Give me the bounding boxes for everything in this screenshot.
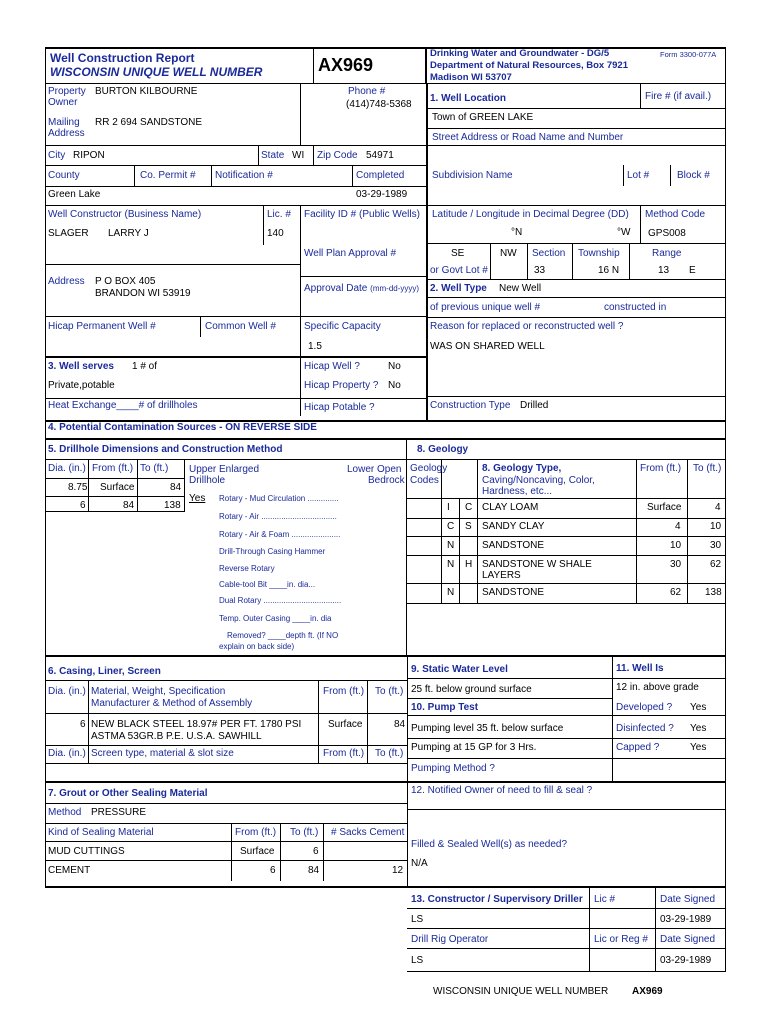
casing-dia-label: Dia. (in.) — [48, 686, 86, 697]
drillhole-row-1-to: 84 — [170, 482, 182, 493]
upper-enlarged-label-2: Drillhole — [189, 475, 226, 486]
casing-title: 6. Casing, Liner, Screen — [48, 666, 161, 677]
rule — [427, 279, 725, 280]
casing-material-2: ASTMA 53GR.B P.E. U.S.A. SAWHILL — [91, 731, 262, 742]
rule — [407, 536, 726, 537]
rig-operator-value: LS — [411, 955, 424, 966]
drillhole-row-2-dia: 6 — [80, 500, 86, 511]
constructor-signature-value: LS — [411, 914, 424, 925]
facility-id-label: Facility ID # (Public Wells) — [304, 209, 420, 220]
geology-row-2-code1: C — [447, 521, 455, 532]
approval-date-format: (mm-dd-yyyy) — [370, 284, 420, 293]
rule — [407, 783, 408, 888]
completed-label: Completed — [356, 170, 405, 181]
geology-row-4-from: 30 — [670, 559, 682, 570]
rule — [45, 145, 426, 146]
rule — [45, 459, 726, 460]
well-serves-title: 3. Well serves — [48, 361, 114, 372]
rule — [352, 165, 353, 186]
rule — [313, 145, 314, 166]
rule — [655, 888, 656, 972]
rule — [406, 440, 407, 655]
rule — [407, 715, 726, 716]
pumping-level: Pumping level 35 ft. below surface — [411, 723, 564, 734]
rule — [45, 205, 426, 206]
phone-label: Phone # — [348, 86, 386, 97]
rule — [45, 316, 426, 317]
heat-exchange-label: Heat Exchange____# of drillholes — [48, 400, 198, 411]
construction-type-label: Construction Type — [430, 400, 511, 411]
well-plan-label: Well Plan Approval # — [304, 248, 397, 259]
range-direction: E — [689, 265, 696, 276]
geology-row-4-code2: H — [465, 559, 473, 570]
filled-sealed-value: N/A — [411, 858, 428, 869]
drillhole-to-label: To (ft.) — [140, 463, 169, 474]
rule — [45, 803, 407, 804]
sacks-cement-label: # Sacks Cement — [331, 827, 405, 838]
rule — [407, 603, 726, 604]
static-water-value: 25 ft. below ground surface — [411, 684, 532, 695]
casing-dia-value: 6 — [80, 719, 86, 730]
rule — [427, 145, 725, 146]
geology-type-label-2: Caving/Noncaving, Color, — [482, 475, 595, 486]
geology-row-1-from: Surface — [647, 502, 682, 513]
developed-value: Yes — [690, 702, 707, 713]
method-code-label: Method Code — [645, 209, 706, 220]
city-value: RIPON — [73, 150, 105, 161]
rule — [427, 128, 725, 129]
rule — [407, 657, 408, 782]
drillhole-row-2-to: 138 — [164, 500, 181, 511]
street-address-label: Street Address or Road Name and Number — [432, 132, 624, 143]
geology-row-2-from: 4 — [675, 521, 681, 532]
rule — [407, 971, 726, 972]
above-grade-value: 12 in. above grade — [616, 682, 699, 693]
state-label: State — [261, 150, 285, 161]
casing-to-value: 84 — [394, 719, 406, 730]
geology-row-1-code1: I — [447, 502, 450, 513]
rule — [45, 438, 726, 440]
geology-row-3-from: 10 — [670, 540, 682, 551]
range-value: 13 — [658, 265, 670, 276]
footer-label: WISCONSIN UNIQUE WELL NUMBER — [433, 986, 609, 997]
approval-date-label — [304, 284, 419, 294]
well-type-title: 2. Well Type — [430, 283, 487, 294]
form-number: Form 3300-077A — [660, 50, 717, 59]
town-value: Town of GREEN LAKE — [432, 112, 534, 123]
header-split — [425, 47, 427, 84]
disinfected-value: Yes — [690, 723, 707, 734]
rig-date-label: Date Signed — [660, 934, 716, 945]
township-value: 16 N — [598, 265, 620, 276]
screen-to-label: To (ft.) — [375, 748, 404, 759]
grout-to-label: To (ft.) — [290, 827, 319, 838]
rule — [45, 745, 407, 746]
mid-split-top — [426, 84, 428, 422]
method-dual-rotary: Dual Rotary ................................... — [219, 596, 342, 605]
hicap-property-label: Hicap Property ? — [304, 380, 379, 391]
rule — [300, 84, 301, 146]
co-permit-label: Co. Permit # — [140, 170, 196, 181]
drillhole-from-label: From (ft.) — [92, 463, 134, 474]
geology-row-1-desc: CLAY LOAM — [482, 502, 539, 513]
agency-line-1: Drinking Water and Groundwater - DG/5 — [430, 48, 610, 59]
rule — [572, 243, 573, 279]
lower-open-label-2: Bedrock — [368, 475, 405, 486]
rule — [45, 713, 407, 714]
zip-value: 54971 — [366, 150, 394, 161]
rule — [88, 459, 89, 511]
subdivision-label: Subdivision Name — [432, 170, 513, 181]
capped-value: Yes — [690, 742, 707, 753]
geology-row-4-desc2: LAYERS — [482, 570, 521, 581]
rule — [441, 459, 442, 604]
well-type-value: New Well — [499, 283, 542, 294]
township-label: Township — [578, 248, 620, 259]
rule — [427, 396, 725, 397]
county-value: Green Lake — [48, 189, 101, 200]
rule — [45, 860, 407, 861]
rule — [407, 518, 726, 519]
grout-row-2-sacks: 12 — [392, 865, 404, 876]
rule — [407, 948, 726, 949]
approval-date-text: Approval Date — [304, 283, 368, 294]
constructor-address-1: P O BOX 405 — [95, 276, 156, 287]
rule — [318, 680, 319, 764]
rule — [407, 758, 726, 759]
construction-type-value: Drilled — [520, 400, 549, 411]
lower-open-label-1: Lower Open — [347, 464, 402, 475]
report-title: Well Construction Report — [50, 51, 195, 65]
rule — [45, 165, 426, 166]
mailing-label: Mailing — [48, 117, 80, 128]
rule — [640, 84, 641, 109]
rule — [407, 738, 726, 739]
section-label: Section — [532, 248, 566, 259]
grout-row-2-from: 6 — [270, 865, 276, 876]
city-label: City — [48, 150, 66, 161]
geology-row-5-from: 62 — [670, 587, 682, 598]
geology-codes-label-2: Codes — [410, 475, 439, 486]
block-label: Block # — [677, 170, 710, 181]
method-rotary-air: Rotary - Air .................................. — [219, 512, 337, 521]
grout-row-1-to: 6 — [313, 846, 319, 857]
rule — [407, 498, 726, 499]
well-number: AX969 — [318, 55, 374, 75]
rule — [527, 243, 528, 279]
reason-label: Reason for replaced or reconstructed well ? — [430, 321, 624, 332]
rule — [636, 459, 637, 604]
property-label: Property — [48, 86, 86, 97]
grout-from-label: From (ft.) — [235, 827, 277, 838]
geology-type-label-bold: 8. Geology Type, — [482, 463, 562, 474]
signature-lic-label: Lic # — [594, 894, 616, 905]
geology-type-label-1 — [482, 464, 561, 474]
rule — [45, 823, 407, 824]
notification-label: Notification # — [215, 170, 273, 181]
geology-row-5-desc: SANDSTONE — [482, 587, 545, 598]
pumping-rate: Pumping at 15 GP for 3 Hrs. — [411, 742, 537, 753]
static-water-title: 9. Static Water Level — [411, 664, 508, 675]
geology-row-4-desc: SANDSTONE W SHALE — [482, 559, 592, 570]
report-subtitle: WISCONSIN UNIQUE WELL NUMBER — [50, 65, 263, 79]
rule — [45, 356, 426, 358]
fire-number-label: Fire # (if avail.) — [645, 91, 712, 102]
lic-label: Lic. # — [267, 209, 291, 220]
capped-label: Capped ? — [616, 742, 660, 753]
filled-sealed-label: Filled & Sealed Well(s) as needed? — [411, 839, 568, 850]
rule — [45, 886, 726, 888]
constructor-signature-label — [411, 895, 583, 905]
rule — [407, 583, 726, 584]
casing-material-label-2: Manufacturer & Method of Assembly — [91, 698, 253, 709]
grout-row-1-kind: MUD CUTTINGS — [48, 846, 125, 857]
sealing-kind-label: Kind of Sealing Material — [48, 827, 154, 838]
rule — [427, 205, 725, 206]
rule — [258, 145, 259, 166]
latlon-label: Latitude / Longitude in Decimal Degree (DD) — [432, 209, 629, 220]
pumping-method-label: Pumping Method ? — [411, 763, 495, 774]
notified-owner-label: 12. Notified Owner of need to fill & seal ? — [411, 785, 593, 796]
rule — [670, 165, 671, 186]
specific-capacity-value: 1.5 — [308, 341, 322, 352]
business-name-label: Well Constructor (Business Name) — [48, 209, 202, 220]
rule — [263, 205, 264, 245]
casing-to-label: To (ft.) — [375, 686, 404, 697]
rule — [280, 823, 281, 881]
removed-label-2: explain on back side) — [219, 642, 295, 651]
rule — [612, 657, 613, 782]
rule — [623, 165, 624, 186]
owner-label: Owner — [48, 97, 78, 108]
removed-label-1: Removed? ____depth ft. (If NO — [227, 631, 339, 640]
casing-material-label-1: Material, Weight, Specification — [91, 686, 226, 697]
geology-row-2-desc: SANDY CLAY — [482, 521, 545, 532]
rule — [367, 680, 368, 764]
rule — [427, 243, 725, 244]
rule — [45, 264, 300, 265]
rig-date-value: 03-29-1989 — [660, 955, 712, 966]
screen-dia-label: Dia. (in.) — [48, 748, 86, 759]
right-border — [725, 47, 726, 972]
specific-capacity-label: Specific Capacity — [304, 321, 381, 332]
grout-title: 7. Grout or Other Sealing Material — [48, 788, 208, 799]
constructor-date-value: 03-29-1989 — [660, 914, 712, 925]
business-name-1: SLAGER — [48, 228, 89, 239]
rule — [200, 316, 201, 337]
rule — [45, 496, 185, 497]
contamination-title: 4. Potential Contamination Sources - ON REVERSE SIDE — [48, 422, 317, 433]
drillhole-dia-label: Dia. (in.) — [48, 463, 86, 474]
rule — [407, 555, 726, 556]
rule — [629, 243, 630, 279]
geology-row-2-code2: S — [465, 521, 472, 532]
geology-row-4-code1: N — [447, 559, 455, 570]
rig-operator-label: Drill Rig Operator — [411, 934, 489, 945]
method-reverse-rotary: Reverse Rotary — [219, 564, 275, 573]
rule — [300, 276, 426, 277]
zip-label: Zip Code — [317, 150, 358, 161]
county-label: County — [48, 170, 80, 181]
property-owner-value: BURTON KILBOURNE — [95, 86, 198, 97]
latitude-unit: °N — [511, 227, 523, 238]
geology-row-3-to: 30 — [710, 540, 722, 551]
rule — [407, 908, 726, 909]
rule — [427, 297, 725, 298]
method-rotary-air-foam: Rotary - Air & Foam ...................... — [219, 530, 341, 539]
rule — [45, 478, 185, 479]
rule — [45, 763, 407, 764]
constructor-signature-title: 13. Constructor / Supervisory Driller — [411, 894, 583, 905]
grout-method-value: PRESSURE — [91, 807, 147, 818]
casing-material-1: NEW BLACK STEEL 18.97# PER FT. 1780 PSI — [91, 719, 302, 730]
completed-value: 03-29-1989 — [356, 189, 408, 200]
casing-from-value: Surface — [328, 719, 363, 730]
rule — [45, 680, 407, 681]
rule — [45, 186, 426, 187]
rule — [45, 655, 726, 657]
screen-from-label: From (ft.) — [323, 748, 365, 759]
developed-label: Developed ? — [616, 702, 673, 713]
rule — [407, 928, 726, 929]
rule — [45, 398, 426, 399]
geology-to-label: To (ft.) — [693, 463, 722, 474]
govt-lot-label: or Govt Lot # — [430, 265, 488, 276]
hicap-well-value: No — [388, 361, 401, 372]
rule — [640, 205, 641, 243]
hicap-well-label: Hicap Well ? — [304, 361, 360, 372]
geology-type-label-3: Hardness, etc... — [482, 486, 553, 497]
business-name-2: LARRY J — [108, 228, 149, 239]
method-code-value: GPS008 — [648, 228, 686, 239]
well-serves-count: 1 # of — [132, 361, 158, 372]
rule — [231, 823, 232, 881]
quarter-2: NW — [500, 248, 517, 259]
rule — [687, 459, 688, 604]
geology-codes-label-1: Geology — [410, 463, 448, 474]
previous-well-label: of previous unique well # — [430, 302, 541, 313]
phone-value: (414)748-5368 — [346, 99, 412, 110]
rule — [45, 841, 407, 842]
agency-line-2: Department of Natural Resources, Box 7921 — [430, 60, 628, 71]
well-is-title: 11. Well Is — [616, 663, 664, 674]
quarter-1: SE — [451, 248, 465, 259]
geology-row-5-code1: N — [447, 587, 455, 598]
left-border — [45, 47, 46, 887]
hicap-potable-label: Hicap Potable ? — [304, 402, 375, 413]
geology-row-1-to: 4 — [715, 502, 721, 513]
rule — [45, 511, 185, 512]
mailing-address-label: Address — [48, 128, 85, 139]
rule — [407, 809, 726, 810]
well-location-title: 1. Well Location — [430, 93, 506, 104]
signature-date-label: Date Signed — [660, 894, 716, 905]
rule — [184, 459, 185, 511]
footer-well-number: AX969 — [632, 986, 663, 997]
common-well-label: Common Well # — [205, 321, 276, 332]
mailing-address-value: RR 2 694 SANDSTONE — [95, 117, 203, 128]
geology-row-2-to: 10 — [710, 521, 722, 532]
agency-line-3: Madison WI 53707 — [430, 72, 512, 83]
disinfected-label: Disinfected ? — [616, 723, 674, 734]
rule — [88, 680, 89, 764]
rule — [427, 317, 725, 318]
drillhole-title: 5. Drillhole Dimensions and Construction Method — [48, 444, 283, 455]
header-divider — [45, 83, 726, 84]
geology-from-label: From (ft.) — [640, 463, 682, 474]
grout-row-2-kind: CEMENT — [48, 865, 91, 876]
rule — [407, 678, 726, 679]
rule — [300, 205, 301, 416]
geology-row-3-code1: N — [447, 540, 455, 551]
longitude-unit: °W — [617, 227, 631, 238]
pump-test-title: 10. Pump Test — [411, 702, 479, 713]
lot-label: Lot # — [627, 170, 650, 181]
method-rotary-mud: Rotary - Mud Circulation .............. — [219, 494, 339, 503]
method-drill-through: Drill-Through Casing Hammer — [219, 547, 326, 556]
rule — [211, 165, 212, 186]
geology-row-1-code2: C — [465, 502, 473, 513]
method-temp-casing: Temp. Outer Casing ____in. dia — [219, 614, 332, 623]
rule — [459, 498, 460, 604]
rule — [589, 888, 590, 972]
rule — [427, 108, 725, 109]
rig-lic-label: Lic or Reg # — [594, 934, 648, 945]
rule — [407, 698, 612, 699]
top-border — [45, 47, 726, 49]
constructor-address-2: BRANDON WI 53919 — [95, 288, 191, 299]
rule — [490, 243, 491, 279]
drillhole-row-2-from: 84 — [123, 500, 135, 511]
hicap-permanent-label: Hicap Permanent Well # — [48, 321, 156, 332]
grout-row-1-from: Surface — [240, 846, 275, 857]
drillhole-row-1-dia: 8.75 — [68, 482, 88, 493]
grout-row-2-to: 84 — [308, 865, 320, 876]
rule — [134, 165, 135, 186]
rule — [45, 781, 726, 783]
range-label: Range — [652, 248, 682, 259]
geology-title: 8. Geology — [417, 444, 469, 455]
geology-row-4-to: 62 — [710, 559, 722, 570]
screen-type-label: Screen type, material & slot size — [91, 748, 234, 759]
geology-row-5-to: 138 — [705, 587, 722, 598]
casing-from-label: From (ft.) — [323, 686, 365, 697]
geology-row-3-desc: SANDSTONE — [482, 540, 545, 551]
state-value: WI — [292, 150, 305, 161]
hicap-property-value: No — [388, 380, 401, 391]
rule — [137, 459, 138, 511]
method-cable-tool: Cable-tool Bit ____in. dia... — [219, 580, 316, 589]
drillhole-row-1-from: Surface — [100, 482, 135, 493]
upper-enlarged-label-1: Upper Enlarged — [189, 464, 260, 475]
lic-value: 140 — [267, 228, 284, 239]
well-serves-use: Private,potable — [48, 380, 115, 391]
rule — [477, 459, 478, 604]
constructor-address-label: Address — [48, 276, 85, 287]
reason-value: WAS ON SHARED WELL — [430, 341, 545, 352]
grout-method-label: Method — [48, 807, 82, 818]
rule — [323, 823, 324, 881]
rotary-mud-yes: Yes — [189, 493, 206, 504]
wun-split — [313, 47, 314, 84]
section-value: 33 — [534, 265, 546, 276]
constructed-in-label: constructed in — [604, 302, 667, 313]
